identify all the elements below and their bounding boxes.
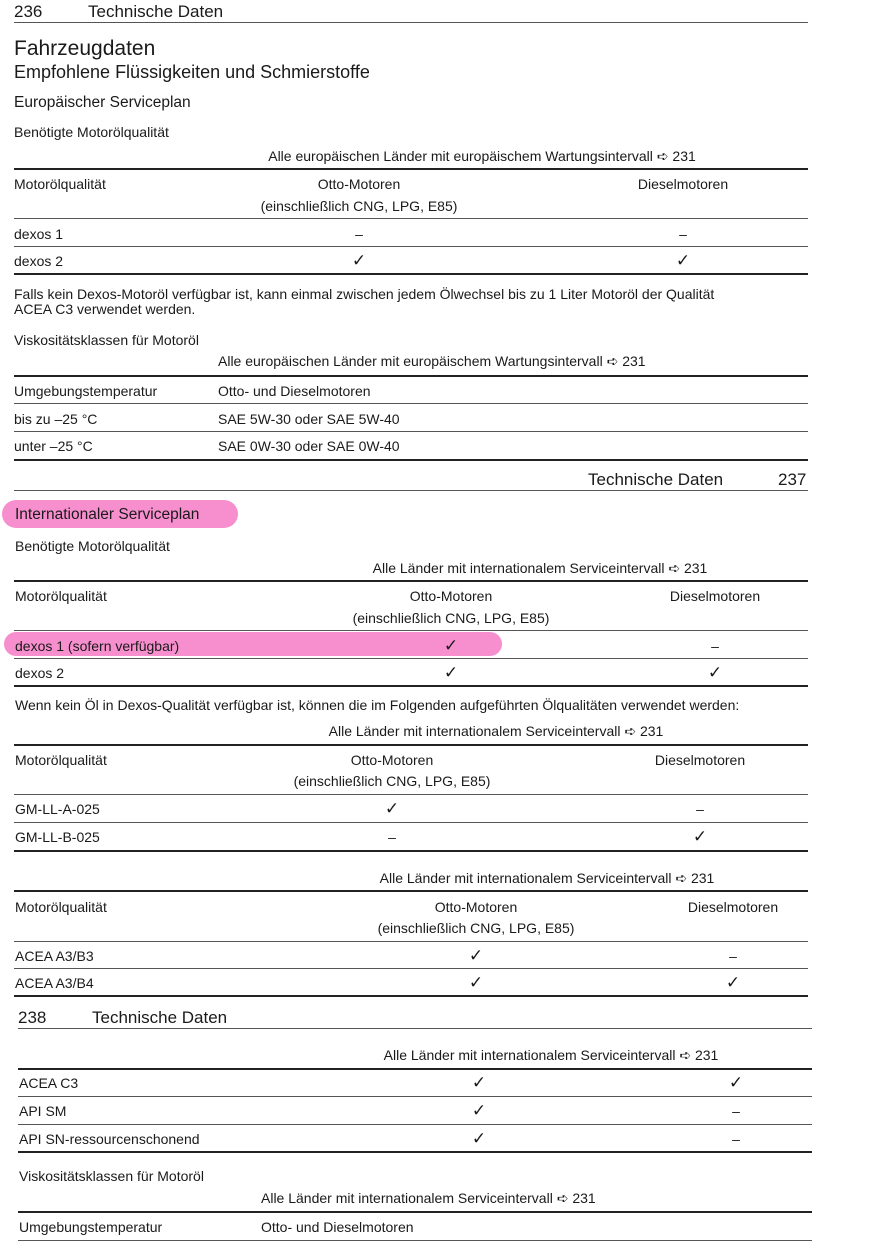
page-number: 237 xyxy=(778,470,807,489)
column-header: Umgebungstemperatur xyxy=(19,1219,163,1235)
table-rule xyxy=(18,1211,812,1213)
table-rule xyxy=(14,890,808,892)
otto-value: ✓ xyxy=(443,636,459,655)
row-rule xyxy=(14,968,808,969)
running-title: Technische Daten xyxy=(88,2,224,21)
column-header: Motorölqualität xyxy=(15,588,107,604)
column-header: Motorölqualität xyxy=(14,176,106,192)
otto-value: – xyxy=(355,226,363,242)
note-text: Wenn kein Öl in Dexos-Qualität verfügbar ist, können die im Folgenden aufgeführten Ölqualitäten verwendet werden: xyxy=(15,697,740,713)
diesel-value: ✓ xyxy=(707,663,723,682)
column-header: Otto- und Dieselmotoren xyxy=(261,1219,414,1235)
header-rule xyxy=(14,490,808,491)
header-rule xyxy=(18,1028,812,1029)
diesel-value: ✓ xyxy=(728,1073,744,1092)
table-span-header: Alle Länder mit internationalem Serviceintervall ➪ 231 xyxy=(379,870,715,886)
row-label: GM-LL-A-025 xyxy=(15,801,100,817)
running-title: Technische Daten xyxy=(588,470,724,489)
table-rule xyxy=(14,580,808,582)
diesel-value: – xyxy=(679,226,687,242)
otto-value: ✓ xyxy=(384,799,400,818)
note-text: Falls kein Dexos-Motoröl verfügbar ist, kann einmal zwischen jedem Ölwechsel bis zu 1 Liter Motoröl der Qualität xyxy=(14,286,715,302)
row-label: unter –25 °C xyxy=(14,438,93,454)
table-rule xyxy=(14,995,808,997)
row-rule xyxy=(14,822,808,823)
table-rule xyxy=(14,744,808,746)
row-label: dexos 1 (sofern verfügbar) xyxy=(15,638,180,654)
table-span-header: Alle Länder mit internationalem Serviceintervall ➪ 231 xyxy=(372,560,708,576)
otto-value: – xyxy=(388,829,396,845)
row-label: ACEA A3/B4 xyxy=(15,975,94,991)
row-label: API SN-ressourcenschonend xyxy=(19,1131,200,1147)
column-subheader: (einschließlich CNG, LPG, E85) xyxy=(260,198,458,214)
row-value: SAE 0W-30 oder SAE 0W-40 xyxy=(218,438,400,454)
column-header: Otto-Motoren xyxy=(350,752,434,768)
header-rule xyxy=(14,22,808,23)
page-number: 238 xyxy=(18,1008,47,1027)
column-header: Umgebungstemperatur xyxy=(14,383,158,399)
table-caption: Benötigte Motorölqualität xyxy=(15,538,170,554)
column-header: Motorölqualität xyxy=(15,752,107,768)
row-label: dexos 2 xyxy=(15,665,65,681)
section-title: Europäischer Serviceplan xyxy=(14,94,191,111)
column-header: Otto- und Dieselmotoren xyxy=(218,383,371,399)
table-rule xyxy=(14,459,808,461)
diesel-value: – xyxy=(729,948,737,964)
table-span-header: Alle Länder mit internationalem Serviceintervall ➪ 231 xyxy=(328,723,664,739)
column-subheader: (einschließlich CNG, LPG, E85) xyxy=(377,920,575,936)
column-header: Otto-Motoren xyxy=(317,176,401,192)
otto-value: ✓ xyxy=(471,1129,487,1148)
table-span-header: Alle europäischen Länder mit europäischem Wartungsintervall ➪ 231 xyxy=(218,353,646,369)
page-number: 236 xyxy=(14,2,43,21)
running-title: Technische Daten xyxy=(92,1008,228,1027)
table-caption: Viskositätsklassen für Motoröl xyxy=(14,332,199,348)
column-header: Dieselmotoren xyxy=(669,588,761,604)
row-rule xyxy=(14,218,808,219)
row-label: dexos 1 xyxy=(14,226,64,242)
diesel-value: – xyxy=(732,1131,740,1147)
row-rule xyxy=(14,431,808,432)
row-rule xyxy=(18,1240,812,1241)
diesel-value: – xyxy=(732,1103,740,1119)
row-rule xyxy=(14,941,808,942)
table-caption: Benötigte Motorölqualität xyxy=(14,124,169,140)
column-header: Otto-Motoren xyxy=(434,899,518,915)
diesel-value: – xyxy=(711,638,719,654)
note-text: ACEA C3 verwendet werden. xyxy=(14,301,196,317)
row-rule xyxy=(14,246,808,247)
column-subheader: (einschließlich CNG, LPG, E85) xyxy=(352,610,550,626)
column-header: Dieselmotoren xyxy=(654,752,746,768)
row-label: ACEA C3 xyxy=(19,1075,79,1091)
table-rule xyxy=(14,168,808,170)
diesel-value: ✓ xyxy=(692,827,708,846)
otto-value: ✓ xyxy=(443,663,459,682)
table-caption: Viskositätsklassen für Motoröl xyxy=(19,1168,204,1184)
row-rule xyxy=(14,794,808,795)
table-span-header: Alle Länder mit internationalem Serviceintervall ➪ 231 xyxy=(383,1047,719,1063)
column-subheader: (einschließlich CNG, LPG, E85) xyxy=(293,773,491,789)
section-title: Internationaler Serviceplan xyxy=(15,506,200,523)
column-header: Otto-Motoren xyxy=(409,588,493,604)
table-rule xyxy=(14,273,808,275)
table-rule xyxy=(14,375,808,377)
row-label: API SM xyxy=(19,1103,67,1119)
otto-value: ✓ xyxy=(351,251,367,270)
row-rule xyxy=(14,630,808,631)
otto-value: ✓ xyxy=(471,1101,487,1120)
row-rule xyxy=(14,658,808,659)
row-rule xyxy=(18,1124,812,1125)
diesel-value: – xyxy=(696,801,704,817)
table-rule xyxy=(18,1068,812,1070)
row-label: GM-LL-B-025 xyxy=(15,829,100,845)
page-subtitle: Empfohlene Flüssigkeiten und Schmierstoffe xyxy=(14,62,370,82)
diesel-value: ✓ xyxy=(675,251,691,270)
page-title: Fahrzeugdaten xyxy=(14,37,156,60)
table-rule xyxy=(14,850,808,852)
row-label: ACEA A3/B3 xyxy=(15,948,94,964)
column-header: Dieselmotoren xyxy=(687,899,779,915)
table-rule xyxy=(18,1151,812,1153)
column-header: Motorölqualität xyxy=(15,899,107,915)
otto-value: ✓ xyxy=(471,1073,487,1092)
table-rule xyxy=(14,685,808,687)
row-rule xyxy=(18,1096,812,1097)
otto-value: ✓ xyxy=(468,973,484,992)
row-label: dexos 2 xyxy=(14,253,64,269)
diesel-value: ✓ xyxy=(725,973,741,992)
column-header: Dieselmotoren xyxy=(637,176,729,192)
row-label: bis zu –25 °C xyxy=(14,411,98,427)
table-span-header: Alle europäischen Länder mit europäischem Wartungsintervall ➪ 231 xyxy=(268,148,696,164)
row-value: SAE 5W-30 oder SAE 5W-40 xyxy=(218,411,400,427)
table-span-header: Alle Länder mit internationalem Serviceintervall ➪ 231 xyxy=(261,1190,596,1206)
row-rule xyxy=(14,403,808,404)
otto-value: ✓ xyxy=(468,946,484,965)
